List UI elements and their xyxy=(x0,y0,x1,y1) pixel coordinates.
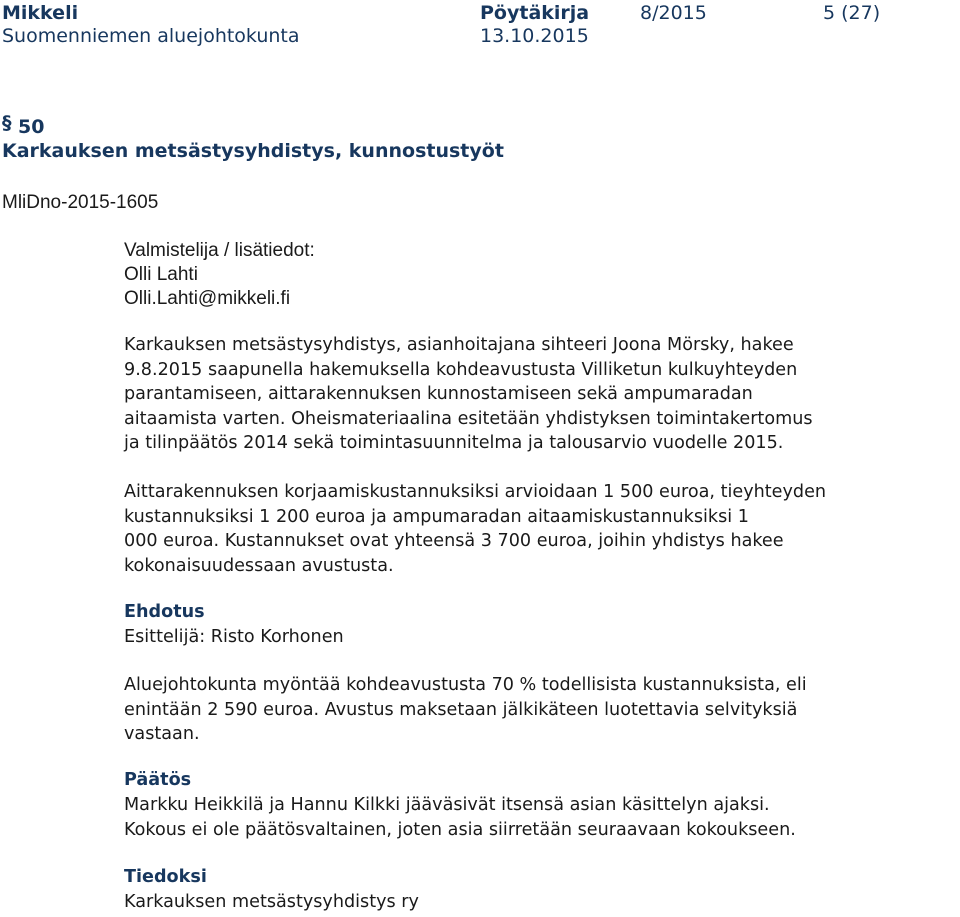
body-paragraph-2 xyxy=(124,480,944,578)
paragraph-line: parantamiseen, aittarakennuksen kunnostamiseen sekä ampumaradan xyxy=(124,384,753,404)
header-unit: Suomenniemen aluejohtokunta xyxy=(2,25,300,47)
header-page: 5 (27) xyxy=(823,2,881,24)
paragraph-line: Kokous ei ole päätösvaltainen, joten asia siirretään seuraavaan kokoukseen. xyxy=(124,819,796,840)
header-org: Mikkeli xyxy=(2,2,79,24)
preparer-email: Olli.Lahti@mikkeli.fi xyxy=(124,288,291,309)
paragraph-line: vastaan. xyxy=(124,724,200,744)
paragraph-line: ja tilinpäätös 2014 sekä toimintasuunnitelma ja talousarvio vuodelle 2015. xyxy=(124,433,784,453)
paragraph-line: 9.8.2015 saapunella hakemuksella kohdeavustusta Villiketun kulkuyhteyden xyxy=(124,359,798,380)
item-number: 50 xyxy=(18,116,45,138)
notice-recipient: Karkauksen metsästysyhdistys ry xyxy=(124,892,419,912)
record-id: MliDno-2015-1605 xyxy=(2,192,159,213)
body-paragraph-1 xyxy=(124,333,944,456)
paragraph-line: 000 euroa. Kustannukset ovat yhteensä 3 700 euroa, joihin yhdistys hakee xyxy=(124,531,784,551)
preparer-name: Olli Lahti xyxy=(124,264,198,285)
paragraph-line: aitaamista varten. Oheismateriaalina esitetään yhdistyksen toimintakertomus xyxy=(124,408,813,429)
paragraph-line: Karkauksen metsästysyhdistys, asianhoitajana sihteeri Joona Mörsky, hakee xyxy=(124,335,794,355)
section-mark: § xyxy=(2,112,12,134)
paragraph-line: Markku Heikkilä ja Hannu Kilkki jääväsivät itsensä asian käsittelyn ajaksi. xyxy=(124,795,770,815)
paragraph-line: Aittarakennuksen korjaamiskustannuksiksi arvioidaan 1 500 euroa, tieyhteyden xyxy=(124,482,827,502)
header-doc-number: 8/2015 xyxy=(640,2,707,24)
paragraph-line: kustannuksiksi 1 200 euroa ja ampumaradan aitaamiskustannuksiksi 1 xyxy=(124,506,749,527)
preparer-label: Valmistelija / lisätiedot: xyxy=(124,240,315,261)
paragraph-line: enintään 2 590 euroa. Avustus maksetaan jälkikäteen luotettavia selvityksiä xyxy=(124,699,798,720)
proposal-heading: Ehdotus xyxy=(124,602,205,622)
notice-heading: Tiedoksi xyxy=(124,867,207,887)
proposal-text xyxy=(124,673,944,747)
paragraph-line: kokonaisuudessaan avustusta. xyxy=(124,555,394,576)
header-doc-type: Pöytäkirja xyxy=(480,2,590,24)
item-title: Karkauksen metsästysyhdistys, kunnostustyöt xyxy=(2,140,504,162)
decision-heading: Päätös xyxy=(124,770,192,790)
decision-text xyxy=(124,793,944,842)
header-date: 13.10.2015 xyxy=(480,25,589,47)
proposal-presenter: Esittelijä: Risto Korhonen xyxy=(124,627,344,647)
paragraph-line: Aluejohtokunta myöntää kohdeavustusta 70 % todellisista kustannuksista, eli xyxy=(124,675,807,695)
